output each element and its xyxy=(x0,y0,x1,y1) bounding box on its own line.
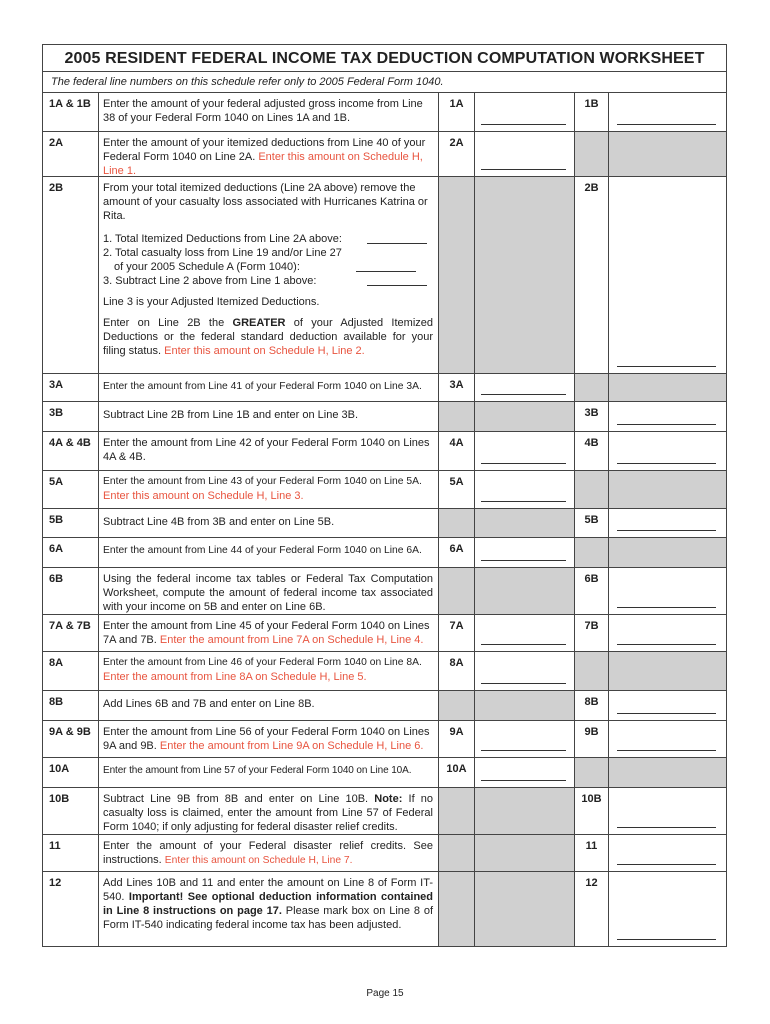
description-text: Enter the amount from Line 56 of your Federal Form 1040 on Lines 9A and 9B. xyxy=(103,726,430,752)
row-4 xyxy=(43,432,726,471)
line-id: 10A xyxy=(43,758,99,787)
schedule-h-instruction: Enter this amount on Schedule H, Line 3. xyxy=(103,490,304,502)
amount-field-3b[interactable] xyxy=(609,402,726,431)
shaded-cell xyxy=(439,177,475,373)
row-6b xyxy=(43,568,726,615)
line-label-b: 6B xyxy=(575,568,609,614)
line-id: 4A & 4B xyxy=(43,432,99,470)
step-2-label-cont: of your 2005 Schedule A (Form 1040): xyxy=(114,261,300,273)
shaded-cell xyxy=(475,177,575,373)
line-description xyxy=(99,132,439,176)
step-2-blank[interactable] xyxy=(356,271,416,272)
row-10a xyxy=(43,758,726,788)
amount-field-6b[interactable] xyxy=(609,568,726,614)
description-text: Enter the amount from Line 45 of your Federal Form 1040 on Lines 7A and 7B. xyxy=(103,620,430,646)
step-3-label: 3. Subtract Line 2 above from Line 1 above: xyxy=(103,275,317,287)
step-1-label: 1. Total Itemized Deductions from Line 2A above: xyxy=(103,233,342,245)
description-text: Enter the amount of your itemized deductions from Line 40 of your Federal Form 1040 on Line 2A. xyxy=(103,137,426,163)
line-id: 2A xyxy=(43,132,99,176)
line-label-a: 4A xyxy=(439,432,475,470)
description-text: Enter the amount from Line 43 of your Federal Form 1040 on Line 5A. xyxy=(103,476,422,487)
amount-field-7a[interactable] xyxy=(475,615,575,651)
shaded-cell xyxy=(439,568,475,614)
amount-field-3a[interactable] xyxy=(475,374,575,401)
line-label-b: 3B xyxy=(575,402,609,431)
line-label-b: 9B xyxy=(575,721,609,757)
amount-field-5b[interactable] xyxy=(609,509,726,537)
step-2 xyxy=(103,246,433,260)
shaded-cell xyxy=(609,471,726,508)
page-number: Page 15 xyxy=(366,988,404,999)
line-label-b: 2B xyxy=(575,177,609,373)
shaded-cell xyxy=(475,788,575,834)
line-label-b: 4B xyxy=(575,432,609,470)
amount-field-2a[interactable] xyxy=(475,132,575,176)
description-text-cont: Please mark box on Line 8 of Form IT-540 indicating federal income tax has been adjusted. xyxy=(103,905,434,931)
line-description xyxy=(99,652,439,690)
step-1-blank[interactable] xyxy=(367,243,427,244)
schedule-h-instruction: Enter the amount from Line 7A on Schedule H, Line 4. xyxy=(159,634,424,646)
shaded-cell xyxy=(575,538,609,567)
shaded-cell xyxy=(475,872,575,946)
worksheet-title: 2005 RESIDENT FEDERAL INCOME TAX DEDUCTION COMPUTATION WORKSHEET xyxy=(43,45,726,72)
shaded-cell xyxy=(575,652,609,690)
line-id: 5B xyxy=(43,509,99,537)
description-text: Enter the amount of your Federal disaster relief credits. See instructions. xyxy=(103,840,433,866)
row-1 xyxy=(43,93,726,132)
amount-field-1b[interactable] xyxy=(609,93,726,131)
note-label: Note: xyxy=(374,793,403,805)
shaded-cell xyxy=(439,788,475,834)
row-3a xyxy=(43,374,726,402)
line-description: Enter the amount from Line 41 of your Federal Form 1040 on Line 3A. xyxy=(99,374,439,401)
shaded-cell xyxy=(475,509,575,537)
line-description: Enter the amount from Line 44 of your Federal Form 1040 on Line 6A. xyxy=(99,538,439,567)
instruction-text: Enter on Line 2B the xyxy=(103,317,225,329)
shaded-cell xyxy=(439,509,475,537)
amount-field-6a[interactable] xyxy=(475,538,575,567)
line-description xyxy=(99,788,439,834)
amount-field-8b[interactable] xyxy=(609,691,726,720)
amount-field-1a[interactable] xyxy=(475,93,575,131)
shaded-cell xyxy=(439,402,475,431)
line-label-a: 7A xyxy=(439,615,475,651)
step-1 xyxy=(103,232,433,246)
line-description: Enter the amount of your federal adjusted gross income from Line 38 of your Federal Form 1040 on Lines 1A and 1B. xyxy=(99,93,439,131)
line-label-b: 5B xyxy=(575,509,609,537)
line-id: 5A xyxy=(43,471,99,508)
line-description xyxy=(99,177,439,373)
line-id: 10B xyxy=(43,788,99,834)
line-id: 6B xyxy=(43,568,99,614)
schedule-h-instruction: Enter this amount on Schedule H, Line 7. xyxy=(164,855,353,866)
shaded-cell xyxy=(439,835,475,871)
amount-field-11[interactable] xyxy=(609,835,726,871)
line-label-a: 3A xyxy=(439,374,475,401)
row-2a xyxy=(43,132,726,177)
line-id: 1A & 1B xyxy=(43,93,99,131)
shaded-cell xyxy=(439,872,475,946)
line-label-b: 1B xyxy=(575,93,609,131)
row-2b xyxy=(43,177,726,374)
description-text: Add Lines 10B and 11 and enter the amount on Line 8 of Form IT-540. xyxy=(103,877,433,903)
row-11 xyxy=(43,835,726,872)
greater-emphasis: GREATER xyxy=(232,317,286,329)
line-description: Using the federal income tax tables or Federal Tax Computation Worksheet, compute the amount of federal income tax associated with your income on 5B and enter on Line 6B. xyxy=(99,568,439,614)
line-label-a: 10A xyxy=(439,758,475,787)
line-description xyxy=(99,721,439,757)
shaded-cell xyxy=(475,835,575,871)
amount-field-10a[interactable] xyxy=(475,758,575,787)
schedule-h-instruction: Enter the amount from Line 9A on Schedule H, Line 6. xyxy=(159,740,424,752)
shaded-cell xyxy=(475,568,575,614)
shaded-cell xyxy=(575,132,609,176)
line-id: 3B xyxy=(43,402,99,431)
row-8a xyxy=(43,652,726,691)
row-5b xyxy=(43,509,726,538)
line-label-a: 5A xyxy=(439,471,475,508)
shaded-cell xyxy=(609,652,726,690)
shaded-cell xyxy=(609,758,726,787)
important-note: Important! See optional deduction information contained in Line 8 instructions on page 17. xyxy=(103,891,434,917)
amount-field-2b[interactable] xyxy=(609,177,726,373)
schedule-h-instruction: Enter this amount on Schedule H, Line 1. xyxy=(103,151,423,177)
schedule-h-instruction: Enter this amount on Schedule H, Line 2. xyxy=(164,345,365,357)
line-id: 11 xyxy=(43,835,99,871)
adjusted-itemized-note: Line 3 is your Adjusted Itemized Deductions. xyxy=(103,296,320,308)
row-9 xyxy=(43,721,726,758)
amount-field-4a[interactable] xyxy=(475,432,575,470)
amount-field-10b[interactable] xyxy=(609,788,726,834)
step-2-label: 2. Total casualty loss from Line 19 and/or Line 27 xyxy=(103,247,342,259)
schedule-h-instruction: Enter the amount from Line 8A on Schedule H, Line 5. xyxy=(103,671,367,683)
line-description xyxy=(99,615,439,651)
shaded-cell xyxy=(575,374,609,401)
shaded-cell xyxy=(609,132,726,176)
note-text: If no casualty loss is claimed, enter the amount from Line 57 of Federal Form 1040; if only adjusting for federal disaster relief credits. xyxy=(103,793,434,833)
line-id: 3A xyxy=(43,374,99,401)
line-description xyxy=(99,471,439,508)
line-label-a: 6A xyxy=(439,538,475,567)
line-label-b: 12 xyxy=(575,872,609,946)
amount-field-7b[interactable] xyxy=(609,615,726,651)
step-3-blank[interactable] xyxy=(367,285,427,286)
line-label-b: 10B xyxy=(575,788,609,834)
row-10b xyxy=(43,788,726,835)
line-label-a: 9A xyxy=(439,721,475,757)
line-id: 8A xyxy=(43,652,99,690)
line-id: 8B xyxy=(43,691,99,720)
worksheet-subtitle: The federal line numbers on this schedule refer only to 2005 Federal Form 1040. xyxy=(43,72,726,93)
line-id: 6A xyxy=(43,538,99,567)
line-id: 7A & 7B xyxy=(43,615,99,651)
step-2-cont xyxy=(103,260,433,274)
shaded-cell xyxy=(609,538,726,567)
shaded-cell xyxy=(475,691,575,720)
line-description: Add Lines 6B and 7B and enter on Line 8B. xyxy=(99,691,439,720)
amount-field-9a[interactable] xyxy=(475,721,575,757)
shaded-cell xyxy=(575,758,609,787)
line-description: Subtract Line 2B from Line 1B and enter on Line 3B. xyxy=(99,402,439,431)
line-label-a: 8A xyxy=(439,652,475,690)
amount-field-4b[interactable] xyxy=(609,432,726,470)
line-id: 2B xyxy=(43,177,99,373)
greater-instruction xyxy=(103,316,433,358)
step-3 xyxy=(103,274,433,288)
line-description xyxy=(99,835,439,871)
computation-steps xyxy=(103,232,433,288)
line-id: 9A & 9B xyxy=(43,721,99,757)
shaded-cell xyxy=(475,402,575,431)
line-id: 12 xyxy=(43,872,99,946)
description-text: From your total itemized deductions (Line 2A above) remove the amount of your casualty loss associated with Hurricanes Katrina or Rita. xyxy=(103,182,428,222)
row-6a xyxy=(43,538,726,568)
description-text: Enter the amount from Line 46 of your Federal Form 1040 on Line 8A. xyxy=(103,657,422,668)
line-label-a: 2A xyxy=(439,132,475,176)
row-5a xyxy=(43,471,726,509)
line-description xyxy=(99,872,439,946)
line-label-b: 11 xyxy=(575,835,609,871)
amount-field-12[interactable] xyxy=(609,872,726,946)
amount-field-5a[interactable] xyxy=(475,471,575,508)
line-label-a: 1A xyxy=(439,93,475,131)
line-label-b: 7B xyxy=(575,615,609,651)
line-description: Subtract Line 4B from 3B and enter on Line 5B. xyxy=(99,509,439,537)
worksheet xyxy=(42,44,727,947)
shaded-cell xyxy=(609,374,726,401)
row-8b xyxy=(43,691,726,721)
row-7 xyxy=(43,615,726,652)
shaded-cell xyxy=(439,691,475,720)
instruction-text-cont: of your Adjusted Itemized Deductions or the federal standard deduction available for your filing status. xyxy=(103,317,434,357)
line-description: Enter the amount from Line 42 of your Federal Form 1040 on Lines 4A & 4B. xyxy=(99,432,439,470)
shaded-cell xyxy=(575,471,609,508)
amount-field-8a[interactable] xyxy=(475,652,575,690)
line-label-b: 8B xyxy=(575,691,609,720)
amount-field-9b[interactable] xyxy=(609,721,726,757)
line-description: Enter the amount from Line 57 of your Federal Form 1040 on Line 10A. xyxy=(99,758,439,787)
row-3b xyxy=(43,402,726,432)
description-text: Subtract Line 9B from 8B and enter on Line 10B. xyxy=(103,793,369,805)
row-12 xyxy=(43,872,726,947)
